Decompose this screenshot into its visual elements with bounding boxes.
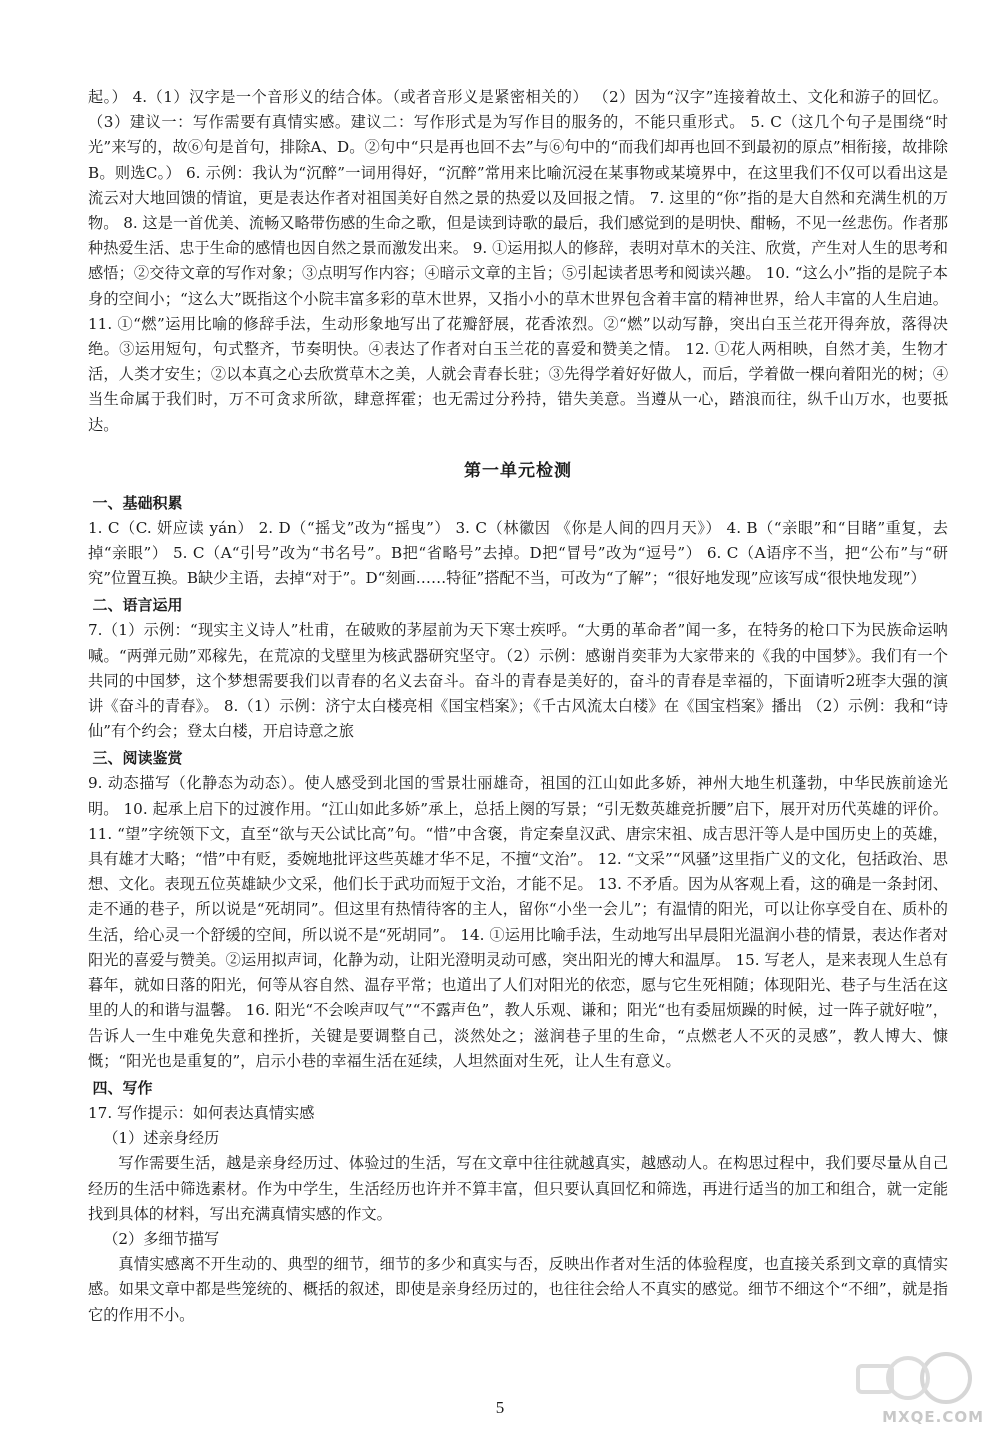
section-paragraph: 9. 动态描写（化静态为动态）。使人感受到北国的雪景壮丽雄奇，祖国的江山如此多娇，神州大地生机蓬勃，中华民族前途光明。 10. 起承上启下的过渡作用。“江山如此多娇”承上，总括上阕的写景；“引无数英雄竞折腰”启下，展开对历代英雄的评价。 11. “望”字统领下文，直至“欲与天公试比高”句。“惜”中含褒，肯定秦皇汉武、唐宗宋祖、成吉思汗等人是中国历史上的英雄，具有雄才大略；“惜”中有贬，委婉地批评这些英雄才华不足，不擅“文治”。 12. “文采”“风骚”这里指广义的文化，包括政治、思想、文化。表现五位英雄缺少文采，他们长于武功而短于文治，才能不足。 13. 不矛盾。因为从客观上看，这的确是一条封闭、走不通的巷子，所以说是“死胡同”。但这里有热情待客的主人，留你“小坐一会儿”；有温情的阳光，可以让你享受自在、质朴的生活，给心灵一个舒缓的空间，所以说不是“死胡同”。 14. ①运用比喻手法，生动地写出早晨阳光温润小巷的情景，表达作者对阳光的喜爱与赞美。②运用拟声词，化静为动，让阳光澄明灵动可感，突出阳光的博大和温厚。 15. 写老人，是来表现人生总有暮年，就如日落的阳光，何等从容自然、温存平常；也道出了人们对阳光的依恋，愿与它生死相随；体现阳光、巷子与生活在这里的人的和谐与温馨。 16. 阳光“不会唉声叹气”“不露声色”，教人乐观、谦和；阳光“也有委屈烦躁的时候，过一阵子就好啦”，告诉人一生中难免失意和挫折，关键是要调整自己，淡然处之；滋润巷子里的生命，“点燃老人不灭的灵感”，教人博大、慷慨；“阳光也是重复的”，启示小巷的幸福生活在延续，人坦然面对生死，让人生有意义。	[88, 774, 948, 1070]
watermark-logo	[838, 1348, 988, 1428]
writing-point-body: 写作需要生活，越是亲身经历过、体验过的生活，写在文章中往往就越真实，越感动人。在构思过程中，我们要尽量从自己经历的生活中筛选素材。作为中学生，生活经历也许并不算丰富，但只要认真回忆和筛选，再进行适当的加工和组合，就一定能找到具体的材料，写出充满真情实感的作文。	[88, 1154, 948, 1223]
writing-point-title: （2）多细节描写	[103, 1229, 220, 1248]
section-heading: 一、基础积累	[92, 493, 183, 512]
writing-point-title: （1）述亲身经历	[103, 1129, 220, 1148]
section-paragraph: 7.（1）示例：“现实主义诗人”杜甫，在破败的茅屋前为天下寒士疾呼。“大勇的革命者”闻一多，在特务的枪口下为民族命运呐喊。“两弹元勋”邓稼先，在荒凉的戈壁里为核武器研究坚守。（2）示例：感谢肖奕菲为大家带来的《我的中国梦》。我们有一个共同的中国梦，这个梦想需要我们以青春的名义去奋斗。奋斗的青春是美好的，奋斗的青春是幸福的，下面请听2班李大强的演讲《奋斗的青春》。 8.（1）示例：济宁太白楼亮相《国宝档案》；《千古风流太白楼》在《国宝档案》播出 （2）示例：我和“诗仙”有个约会；登太白楼，开启诗意之旅	[88, 621, 948, 741]
watermark-text: MXQE.COM	[882, 1408, 984, 1426]
section-heading: 三、阅读鉴赏	[92, 749, 183, 768]
section-heading: 二、语言运用	[92, 596, 183, 615]
section-paragraph: 17. 写作提示：如何表达真情实感	[88, 1103, 315, 1122]
page-number: 5	[495, 1398, 505, 1417]
unit-title: 第一单元检测	[464, 460, 572, 481]
writing-point-body: 真情实感离不开生动的、典型的细节，细节的多少和真实与否，反映出作者对生活的体验程度，也直接关系到文章的真情实感。如果文章中都是些笼统的、概括的叙述，即使是亲身经历过的，也往往会给人不真实的感觉。细节不细这个“不细”，就是指它的作用不小。	[88, 1255, 948, 1324]
section-heading: 四、写作	[92, 1078, 153, 1097]
intro-answers: 起。） 4.（1）汉字是一个音形义的结合体。（或者音形义是紧密相关的） （2）因为“汉字”连接着故土、文化和游子的回忆。 （3）建议一：写作需要有真情实感。建议二：写作形式是为写作目的服务的，不能只重形式。 5. C（这几个句子是围绕“时光”来写的，故⑥句是首句，排除A、D。②句中“只是再也回不去”与⑥句中的“而我们却再也回不到最初的原点”相衔接，故排除B。则选C。） 6. 示例：我认为“沉醉”一词用得好，“沉醉”常用来比喻沉浸在某事物或某境界中，在这里我们不仅可以看出这是流云对大地回馈的情谊，更是表达作者对祖国美好自然之景的热爱以及回报之情。 7. 这里的“你”指的是大自然和充满生机的万物。 8. 这是一首优美、流畅又略带伤感的生命之歌，但是读到诗歌的最后，我们感觉到的是明快、酣畅，不见一丝悲伤。作者那种热爱生活、忠于生命的感情也因自然之景而激发出来。 9. ①运用拟人的修辞，表明对草木的关注、欣赏，产生对人生的思考和感悟；②交待文章的写作对象；③点明写作内容；④暗示文章的主旨；⑤引起读者思考和阅读兴趣。 10. “这么小”指的是院子本身的空间小；“这么大”既指这个小院丰富多彩的草木世界，又指小小的草木世界包含着丰富的精神世界，给人丰富的人生启迪。 11. ①“燃”运用比喻的修辞手法，生动形象地写出了花瓣舒展，花香浓烈。②“燃”以动写静，突出白玉兰花开得奔放，落得决绝。③运用短句，句式整齐，节奏明快。④表达了作者对白玉兰花的喜爱和赞美之情。 12. ①花人两相映，自然才美，生物才活，人类才安生；②以本真之心去欣赏草木之美，人就会青春长驻；③先得学着好好做人，而后，学着做一棵向着阳光的树；④当生命属于我们时，万不可贪求所欲，肆意挥霍；也无需过分矜持，错失美意。当遵从一心，踏浪而往，纵千山万水，也要抵达。	[88, 88, 948, 434]
section-language	[88, 593, 948, 744]
answer-page	[88, 85, 948, 1328]
section-writing	[88, 1076, 948, 1328]
section-reading	[88, 746, 948, 1073]
section-basic	[88, 491, 948, 592]
section-paragraph: 1. C（C. 妍应读 yán） 2. D（“摇戈”改为“摇曳”） 3. C（林徽因 《你是人间的四月天》） 4. B（“亲眼”和“目睹”重复，去掉“亲眼”） 5. C（A“引号”改为“书名号”。B把“省略号”去掉。D把“冒号”改为“逗号”） 6. C（A语序不当，把“公布”与“研究”位置互换。B缺少主语，去掉“对于”。D“刻画……特征”搭配不当，可改为“了解”；“很好地发现”应该写成“很快地发现”）	[88, 518, 948, 588]
